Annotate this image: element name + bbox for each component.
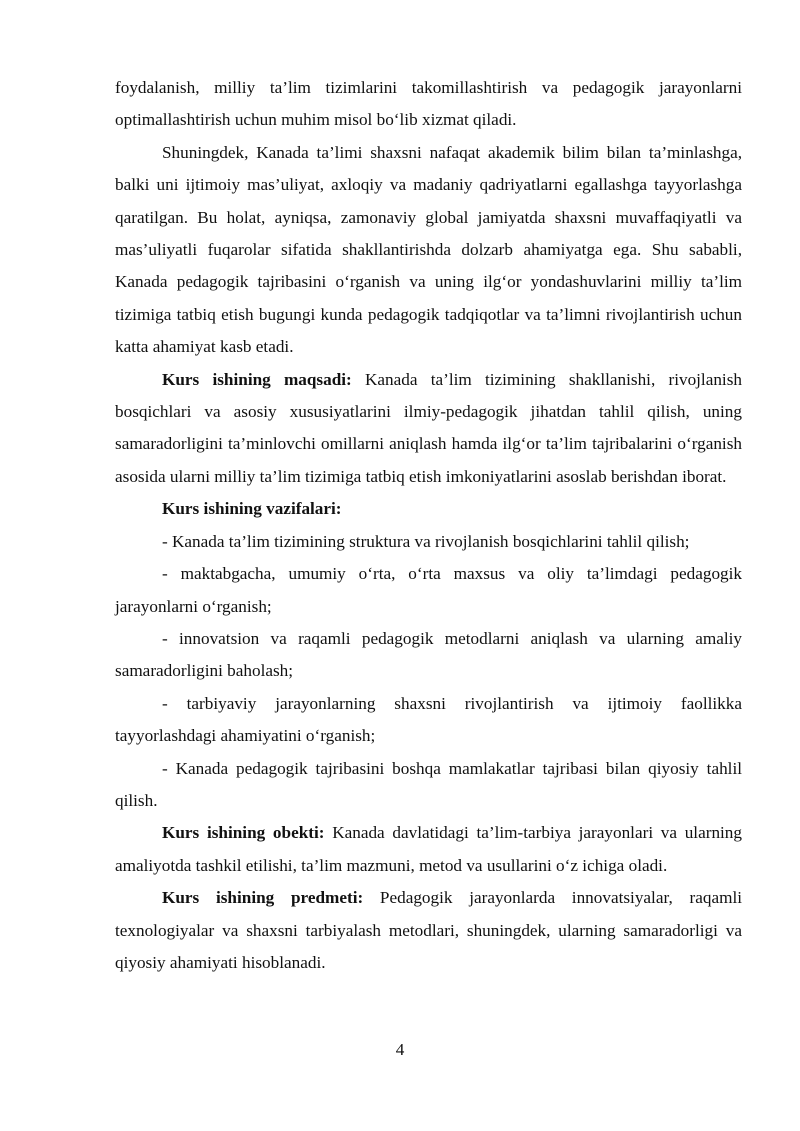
paragraph-text: Kanada ta’lim tizimining shakllanishi, rivojlanish bosqichlari va asosiy xususiyatlarini ilmiy-pedagogik jihatdan tahlil qilish, uning samaradorligini ta’minlovchi omillarni aniqlash hamda ilg‘or ta’lim tajribalarini o‘rganish asosida ularni milliy ta’lim tizimiga tatbiq etish imkoniyatlarini asoslab berishdan iborat.	[115, 369, 742, 486]
task-item	[115, 623, 742, 688]
paragraph-subject	[115, 882, 742, 979]
task-text: - maktabgacha, umumiy o‘rta, o‘rta maxsus va oliy ta’limdagi pedagogik jarayonlarni o‘rganish;	[115, 564, 742, 616]
paragraph-text: Pedagogik jarayonlarda innovatsiyalar, raqamli texnologiyalar va shaxsni tarbiyalash metodlari, shuningdek, ularning samaradorligi va qiyosiy ahamiyati hisoblanadi.	[115, 888, 742, 972]
paragraph-lead: Kurs ishining maqsadi:	[162, 369, 352, 389]
task-text: - Kanada ta’lim tizimining struktura va rivojlanish bosqichlarini tahlil qilish;	[162, 531, 690, 551]
task-item	[115, 688, 742, 753]
task-text: - tarbiyaviy jarayonlarning shaxsni rivojlantirish va ijtimoiy faollikka tayyorlashdagi ahamiyatini o‘rganish;	[115, 693, 742, 746]
paragraph-text: foydalanish, milliy ta’lim tizimlarini takomillashtirish va pedagogik jarayonlarni optimallashtirish uchun muhim misol bo‘lib xizmat qiladi.	[115, 78, 742, 130]
task-item	[115, 526, 742, 558]
paragraph-lead: Kurs ishining vazifalari:	[162, 499, 342, 519]
paragraph-tasks-heading	[115, 493, 742, 525]
task-text: - Kanada pedagogik tajribasini boshqa mamlakatlar tajribasi bilan qiyosiy tahlil qilish.	[115, 758, 742, 810]
task-text: - innovatsion va raqamli pedagogik metodlarni aniqlash va ularning amaliy samaradorligini baholash;	[115, 628, 742, 681]
paragraph-object	[115, 817, 742, 882]
paragraph-canada-education	[115, 137, 742, 364]
paragraph-goal	[115, 364, 742, 494]
paragraph-lead: Kurs ishining predmeti:	[162, 888, 364, 908]
body-text	[115, 72, 742, 979]
task-item	[115, 558, 742, 623]
paragraph-text: Shuningdek, Kanada ta’limi shaxsni nafaqat akademik bilim bilan ta’minlashga, balki uni ijtimoiy mas’uliyat, axloqiy va madaniy qadriyatlarni egallashga tayyorlashga qaratilgan. Bu holat, ayniqsa, zamonaviy global jamiyatda shaxsni muvaffaqiyatli va mas’uliyatli fuqarolar sifatida shakllantirishda dolzarb ahamiyatga ega. Shu sababli, Kanada pedagogik tajribasini o‘rganish va uning ilg‘or yondashuvlarini milliy ta’lim tizimiga tatbiq etish bugungi kunda pedagogik tadqiqotlar va ta’limni rivojlantirish uchun katta ahamiyat kasb etadi.	[115, 142, 742, 357]
paragraph-intro-continuation	[115, 72, 742, 137]
paragraph-lead: Kurs ishining obekti:	[162, 823, 325, 843]
page-number: 4	[395, 1040, 405, 1059]
paragraph-text: Kanada davlatidagi ta’lim-tarbiya jarayonlari va ularning amaliyotda tashkil etilishi, ta’lim mazmuni, metod va usullarini o‘z ichiga oladi.	[115, 823, 742, 875]
task-item	[115, 753, 742, 818]
